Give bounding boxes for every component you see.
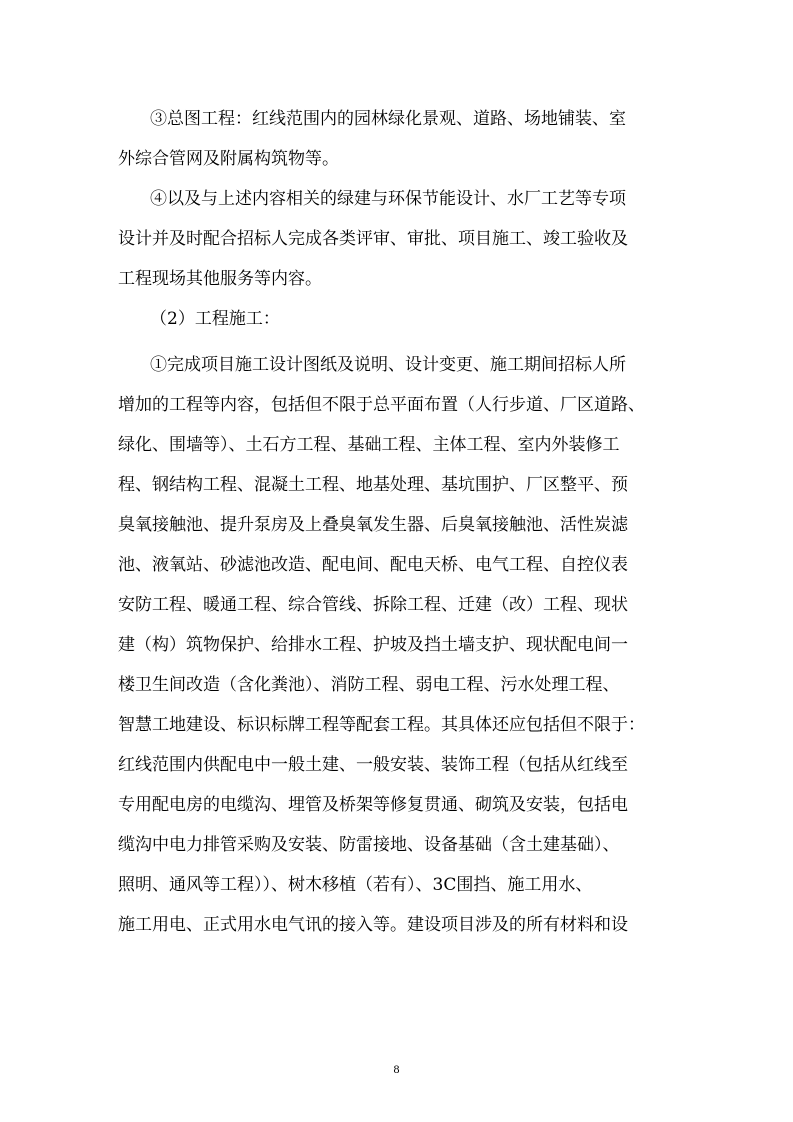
text-line: 程、钢结构工程、混凝土工程、地基处理、基坑围护、厂区整平、预 [118, 475, 628, 495]
text-line: 外综合管网及附属构筑物等。 [118, 149, 339, 169]
text-line: ③总图工程：红线范围内的园林绿化景观、道路、场地铺装、室 [150, 109, 626, 129]
section-heading: （2）工程施工： [150, 309, 280, 329]
text-line: 绿化、围墙等）、土石方工程、基础工程、主体工程、室内外装修工 [118, 435, 620, 455]
text-line: 专用配电房的电缆沟、埋管及桥架等修复贯通、砌筑及安装，包括电 [118, 795, 628, 815]
text-line: 臭氧接触池、提升泵房及上叠臭氧发生器、后臭氧接触池、活性炭滤 [118, 515, 628, 535]
text-line: 照明、通风等工程））、树木移植（若有）、3C围挡、施工用水、 [118, 875, 593, 895]
page-number: 8 [393, 1062, 400, 1076]
text-line: 缆沟中电力排管采购及安装、防雷接地、设备基础（含土建基础）、 [118, 835, 620, 855]
text-line: 设计并及时配合招标人完成各类评审、审批、项目施工、竣工验收及 [118, 229, 628, 249]
text-line: 工程现场其他服务等内容。 [118, 269, 322, 289]
text-line: 红线范围内供配电中一般土建、一般安装、装饰工程（包括从红线至 [118, 755, 628, 775]
text-line: ①完成项目施工设计图纸及说明、设计变更、施工期间招标人所 [150, 355, 626, 375]
text-line: 池、液氧站、砂滤池改造、配电间、配电天桥、电气工程、自控仪表 [118, 555, 628, 575]
text-line: 楼卫生间改造（含化粪池）、消防工程、弱电工程、污水处理工程、 [118, 675, 620, 695]
text-line: 安防工程、暖通工程、综合管线、拆除工程、迁建（改）工程、现状 [118, 595, 628, 615]
text-line: 增加的工程等内容，包括但不限于总平面布置（人行步道、厂区道路、 [118, 395, 645, 415]
text-line: 施工用电、正式用水电气讯的接入等。建设项目涉及的所有材料和设 [118, 915, 628, 935]
text-line: 建（构）筑物保护、给排水工程、护坡及挡土墙支护、现状配电间一 [118, 635, 628, 655]
text-line: ④以及与上述内容相关的绿建与环保节能设计、水厂工艺等专项 [150, 189, 626, 209]
text-line: 智慧工地建设、标识标牌工程等配套工程。其具体还应包括但不限于： [118, 715, 645, 735]
